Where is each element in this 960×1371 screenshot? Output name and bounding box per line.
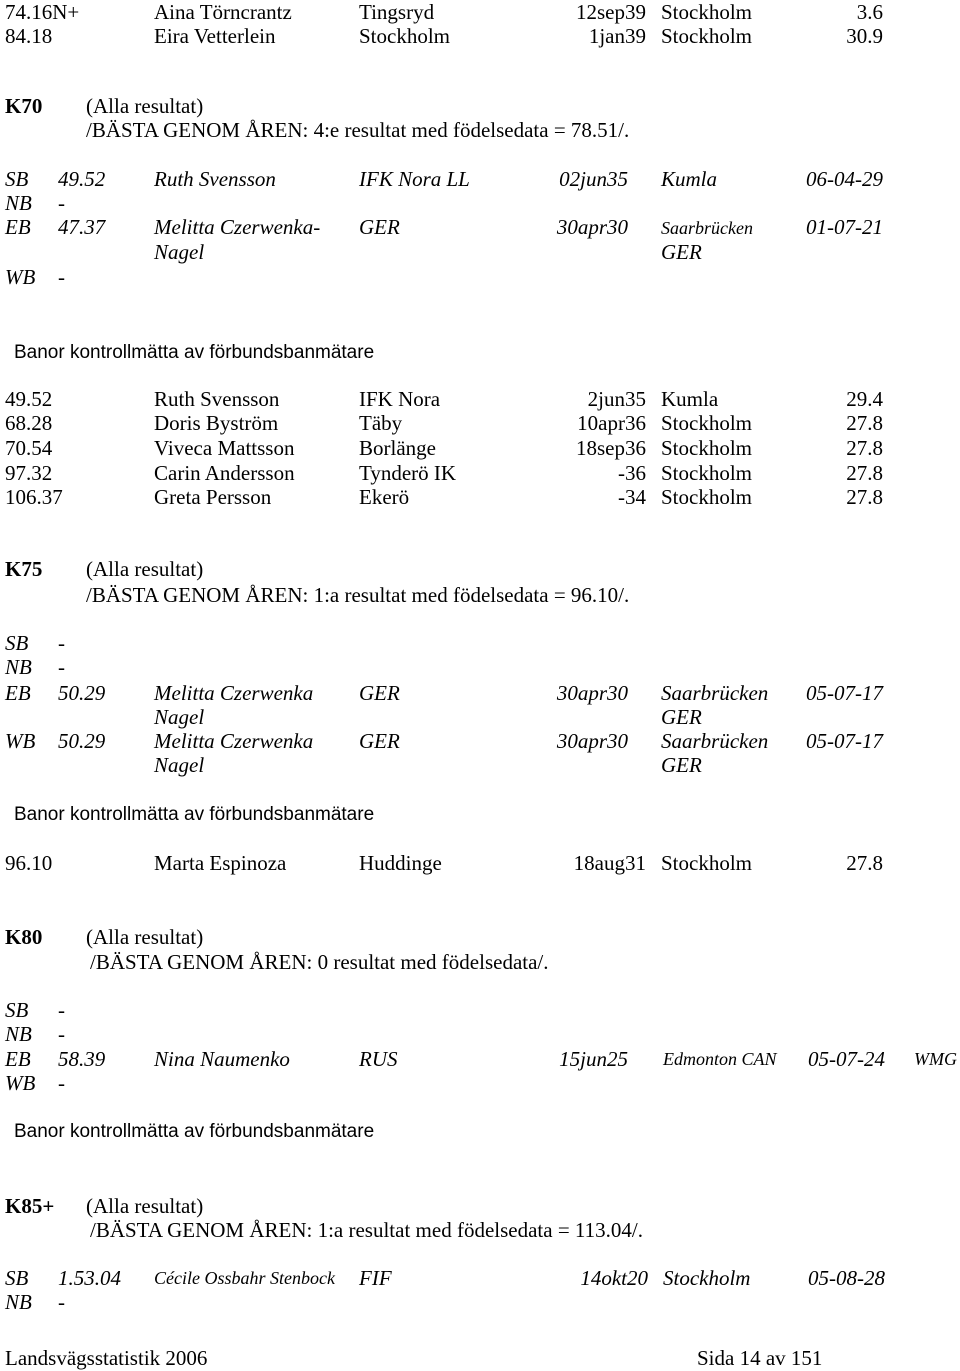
- birth-date: 02jun35: [559, 167, 628, 191]
- athlete-name: Ruth Svensson: [154, 167, 276, 191]
- club: Tynderö IK: [359, 461, 457, 485]
- class-heading: K70: [5, 94, 43, 118]
- athlete-name: Nina Naumenko: [154, 1047, 290, 1071]
- place: Stockholm: [661, 436, 753, 460]
- place-country: GER: [661, 705, 702, 729]
- club: Tingsryd: [359, 0, 435, 24]
- distance: 27.8: [846, 436, 883, 460]
- result: 97.32: [5, 461, 53, 485]
- result: 49.52: [5, 387, 53, 411]
- class-heading: K80: [5, 925, 43, 949]
- club: Borlänge: [359, 436, 436, 460]
- club: Täby: [359, 411, 403, 435]
- best-note: /BÄSTA GENOM ÅREN: 1:a resultat med födelsedata = 96.10/.: [86, 583, 630, 607]
- record-dash: -: [58, 1022, 65, 1046]
- place: Stockholm: [661, 851, 753, 875]
- page-number: Sida 14 av 151: [697, 1346, 823, 1370]
- result: 106.37: [5, 485, 63, 509]
- record-dash: -: [58, 191, 65, 215]
- distance: 30.9: [846, 24, 883, 48]
- place: Stockholm: [661, 24, 753, 48]
- record-date: 05-07-17: [806, 681, 883, 705]
- athlete-name-cont: Nagel: [154, 705, 205, 729]
- athlete-name-cont: Nagel: [154, 753, 205, 777]
- record-label: SB: [5, 167, 29, 191]
- birth-date: 15jun25: [559, 1047, 628, 1071]
- footer-title: Landsvägsstatistik 2006: [5, 1346, 208, 1370]
- birth-date: 30apr30: [556, 215, 628, 239]
- record-label: NB: [5, 655, 32, 679]
- result: 96.10: [5, 851, 53, 875]
- athlete-name: Viveca Mattsson: [154, 436, 295, 460]
- birth-date: 12sep39: [576, 0, 646, 24]
- athlete-name: Eira Vetterlein: [154, 24, 276, 48]
- class-heading: K75: [5, 557, 43, 581]
- club: GER: [359, 215, 400, 239]
- athlete-name-cont: Nagel: [154, 240, 205, 264]
- banor-heading: Banor kontrollmätta av förbundsbanmätare: [14, 1121, 375, 1142]
- place: Stockholm: [663, 1266, 751, 1290]
- class-heading: K85+: [5, 1194, 55, 1218]
- athlete-name: Greta Persson: [154, 485, 272, 509]
- birth-date: -34: [618, 485, 646, 509]
- athlete-name: Ruth Svensson: [154, 387, 280, 411]
- club: Huddinge: [359, 851, 442, 875]
- club: Ekerö: [359, 485, 410, 509]
- birth-date: -36: [618, 461, 646, 485]
- best-note: /BÄSTA GENOM ÅREN: 4:e resultat med födelsedata = 78.51/.: [86, 118, 630, 142]
- record-date: 05-07-24: [808, 1047, 885, 1071]
- record-label: SB: [5, 631, 29, 655]
- record-label: WB: [5, 265, 36, 289]
- club: IFK Nora: [359, 387, 441, 411]
- birth-date: 18sep36: [576, 436, 646, 460]
- birth-date: 30apr30: [556, 681, 628, 705]
- place: Saarbrücken: [661, 729, 769, 753]
- birth-date: 14okt20: [580, 1266, 648, 1290]
- birth-date: 1jan39: [588, 24, 646, 48]
- record-label: SB: [5, 1266, 29, 1290]
- birth-date: 2jun35: [587, 387, 646, 411]
- record-dash: -: [58, 998, 65, 1022]
- record-label: EB: [5, 681, 31, 705]
- place: Edmonton CAN: [663, 1049, 777, 1069]
- result: 47.37: [58, 215, 106, 239]
- best-note: /BÄSTA GENOM ÅREN: 1:a resultat med födelsedata = 113.04/.: [90, 1218, 643, 1242]
- record-label: SB: [5, 998, 29, 1022]
- result: 50.29: [58, 681, 106, 705]
- record-date: 05-07-17: [806, 729, 883, 753]
- banor-heading: Banor kontrollmätta av förbundsbanmätare: [14, 804, 375, 825]
- result: 49.52: [58, 167, 106, 191]
- place: Stockholm: [661, 485, 753, 509]
- place: Saarbrücken: [661, 218, 753, 238]
- competition: WMG: [914, 1049, 957, 1069]
- birth-date: 30apr30: [556, 729, 628, 753]
- place: Stockholm: [661, 411, 753, 435]
- distance: 27.8: [846, 485, 883, 509]
- result: 74.16N+: [5, 0, 80, 24]
- club: FIF: [359, 1266, 392, 1290]
- record-label: NB: [5, 1022, 32, 1046]
- record-date: 05-08-28: [808, 1266, 885, 1290]
- place: Stockholm: [661, 461, 753, 485]
- result: 58.39: [58, 1047, 106, 1071]
- place: Stockholm: [661, 0, 753, 24]
- place: Kumla: [661, 167, 718, 191]
- result: 84.18: [5, 24, 53, 48]
- place: Saarbrücken: [661, 681, 769, 705]
- record-label: WB: [5, 729, 36, 753]
- athlete-name: Melitta Czerwenka: [154, 681, 314, 705]
- record-label: EB: [5, 1047, 31, 1071]
- birth-date: 10apr36: [577, 411, 646, 435]
- all-results-label: (Alla resultat): [86, 94, 204, 118]
- athlete-name: Aina Törncrantz: [154, 0, 292, 24]
- record-date: 06-04-29: [806, 167, 883, 191]
- distance: 27.8: [846, 851, 883, 875]
- record-date: 01-07-21: [806, 215, 883, 239]
- club: Stockholm: [359, 24, 451, 48]
- athlete-name: Melitta Czerwenka: [154, 729, 314, 753]
- record-label: EB: [5, 215, 31, 239]
- all-results-label: (Alla resultat): [86, 925, 204, 949]
- athlete-name: Cécile Ossbahr Stenbock: [154, 1268, 335, 1288]
- athlete-name: Melitta Czerwenka-: [154, 215, 321, 239]
- club: GER: [359, 681, 400, 705]
- distance: 27.8: [846, 411, 883, 435]
- best-note: /BÄSTA GENOM ÅREN: 0 resultat med födelsedata/.: [90, 950, 549, 974]
- all-results-label: (Alla resultat): [86, 1194, 204, 1218]
- record-label: NB: [5, 1290, 32, 1314]
- result: 1.53.04: [58, 1266, 121, 1290]
- distance: 27.8: [846, 461, 883, 485]
- result: 70.54: [5, 436, 53, 460]
- club: GER: [359, 729, 400, 753]
- record-dash: -: [58, 265, 65, 289]
- result: 68.28: [5, 411, 53, 435]
- athlete-name: Marta Espinoza: [154, 851, 287, 875]
- club: RUS: [359, 1047, 398, 1071]
- record-dash: -: [58, 1071, 65, 1095]
- record-dash: -: [58, 1290, 65, 1314]
- athlete-name: Doris Byström: [154, 411, 279, 435]
- birth-date: 18aug31: [573, 851, 646, 875]
- record-dash: -: [58, 655, 65, 679]
- record-label: WB: [5, 1071, 36, 1095]
- club: IFK Nora LL: [359, 167, 470, 191]
- result: 50.29: [58, 729, 106, 753]
- place: Kumla: [661, 387, 719, 411]
- place-country: GER: [661, 240, 702, 264]
- record-label: NB: [5, 191, 32, 215]
- all-results-label: (Alla resultat): [86, 557, 204, 581]
- place-country: GER: [661, 753, 702, 777]
- athlete-name: Carin Andersson: [154, 461, 295, 485]
- distance: 29.4: [846, 387, 883, 411]
- record-dash: -: [58, 631, 65, 655]
- distance: 3.6: [856, 0, 883, 24]
- banor-heading: Banor kontrollmätta av förbundsbanmätare: [14, 342, 375, 363]
